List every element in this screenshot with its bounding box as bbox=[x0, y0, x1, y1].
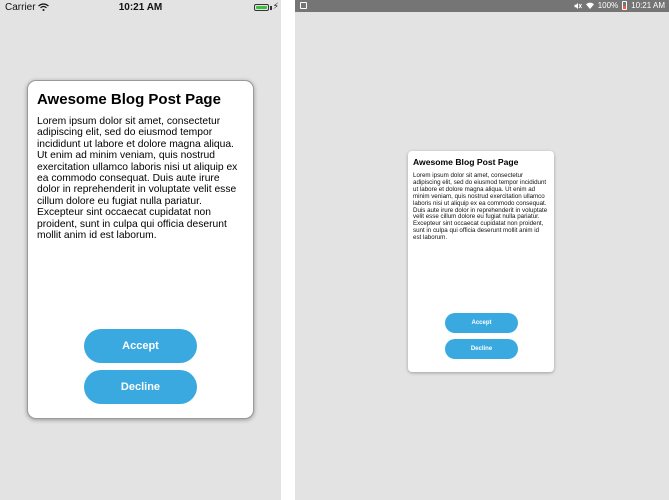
android-time: 10:21 AM bbox=[631, 1, 665, 10]
android-status-bar bbox=[295, 0, 669, 12]
card-title: Awesome Blog Post Page bbox=[413, 157, 519, 167]
decline-button[interactable]: Decline bbox=[84, 370, 197, 404]
accept-button[interactable]: Accept bbox=[84, 329, 197, 363]
decline-button[interactable]: Decline bbox=[445, 339, 518, 359]
mute-icon bbox=[574, 2, 582, 10]
wifi-icon bbox=[586, 2, 594, 9]
ios-time: 10:21 AM bbox=[118, 2, 163, 13]
accept-button[interactable]: Accept bbox=[445, 313, 518, 333]
blog-post-card bbox=[27, 80, 254, 419]
android-screen bbox=[295, 0, 669, 500]
battery-icon bbox=[254, 4, 269, 11]
battery-percent: 100% bbox=[597, 1, 619, 10]
notification-icon bbox=[300, 2, 307, 9]
ios-status-bar bbox=[0, 0, 281, 16]
card-body: Lorem ipsum dolor sit amet, consectetur adipiscing elit, sed do eiusmod tempor incididunt ut labore et dolore magna aliqua. Ut enim ad minim veniam, quis nostrud exercitation ullamco laboris nisi ut aliquip ex ea commodo consequat. Duis aute irure dolor in reprehenderit in voluptate velit esse cillum dolore eu fugiat nulla pariatur. Excepteur sint occaecat cupidatat non proident, sunt in culpa qui officia deserunt mollit anim id est laborum. bbox=[413, 172, 548, 242]
status-icons bbox=[574, 1, 665, 10]
carrier-label: Carrier bbox=[5, 2, 36, 13]
battery-icon bbox=[622, 1, 627, 10]
blog-post-card bbox=[408, 151, 554, 372]
ios-screen bbox=[0, 0, 281, 500]
card-body: Lorem ipsum dolor sit amet, consectetur adipiscing elit, sed do eiusmod tempor incididunt ut labore et dolore magna aliqua. Ut enim ad minim veniam, quis nostrud exercitation ullamco laboris nisi ut aliquip ex ea commodo consequat. Duis aute irure dolor in reprehenderit in voluptate velit esse cillum dolore eu fugiat nulla pariatur. Excepteur sint occaecat cupidatat non proident, sunt in culpa qui officia deserunt mollit anim id est laborum. bbox=[37, 116, 238, 242]
lightning-icon: ⚡ bbox=[272, 1, 279, 11]
card-title: Awesome Blog Post Page bbox=[37, 91, 221, 108]
